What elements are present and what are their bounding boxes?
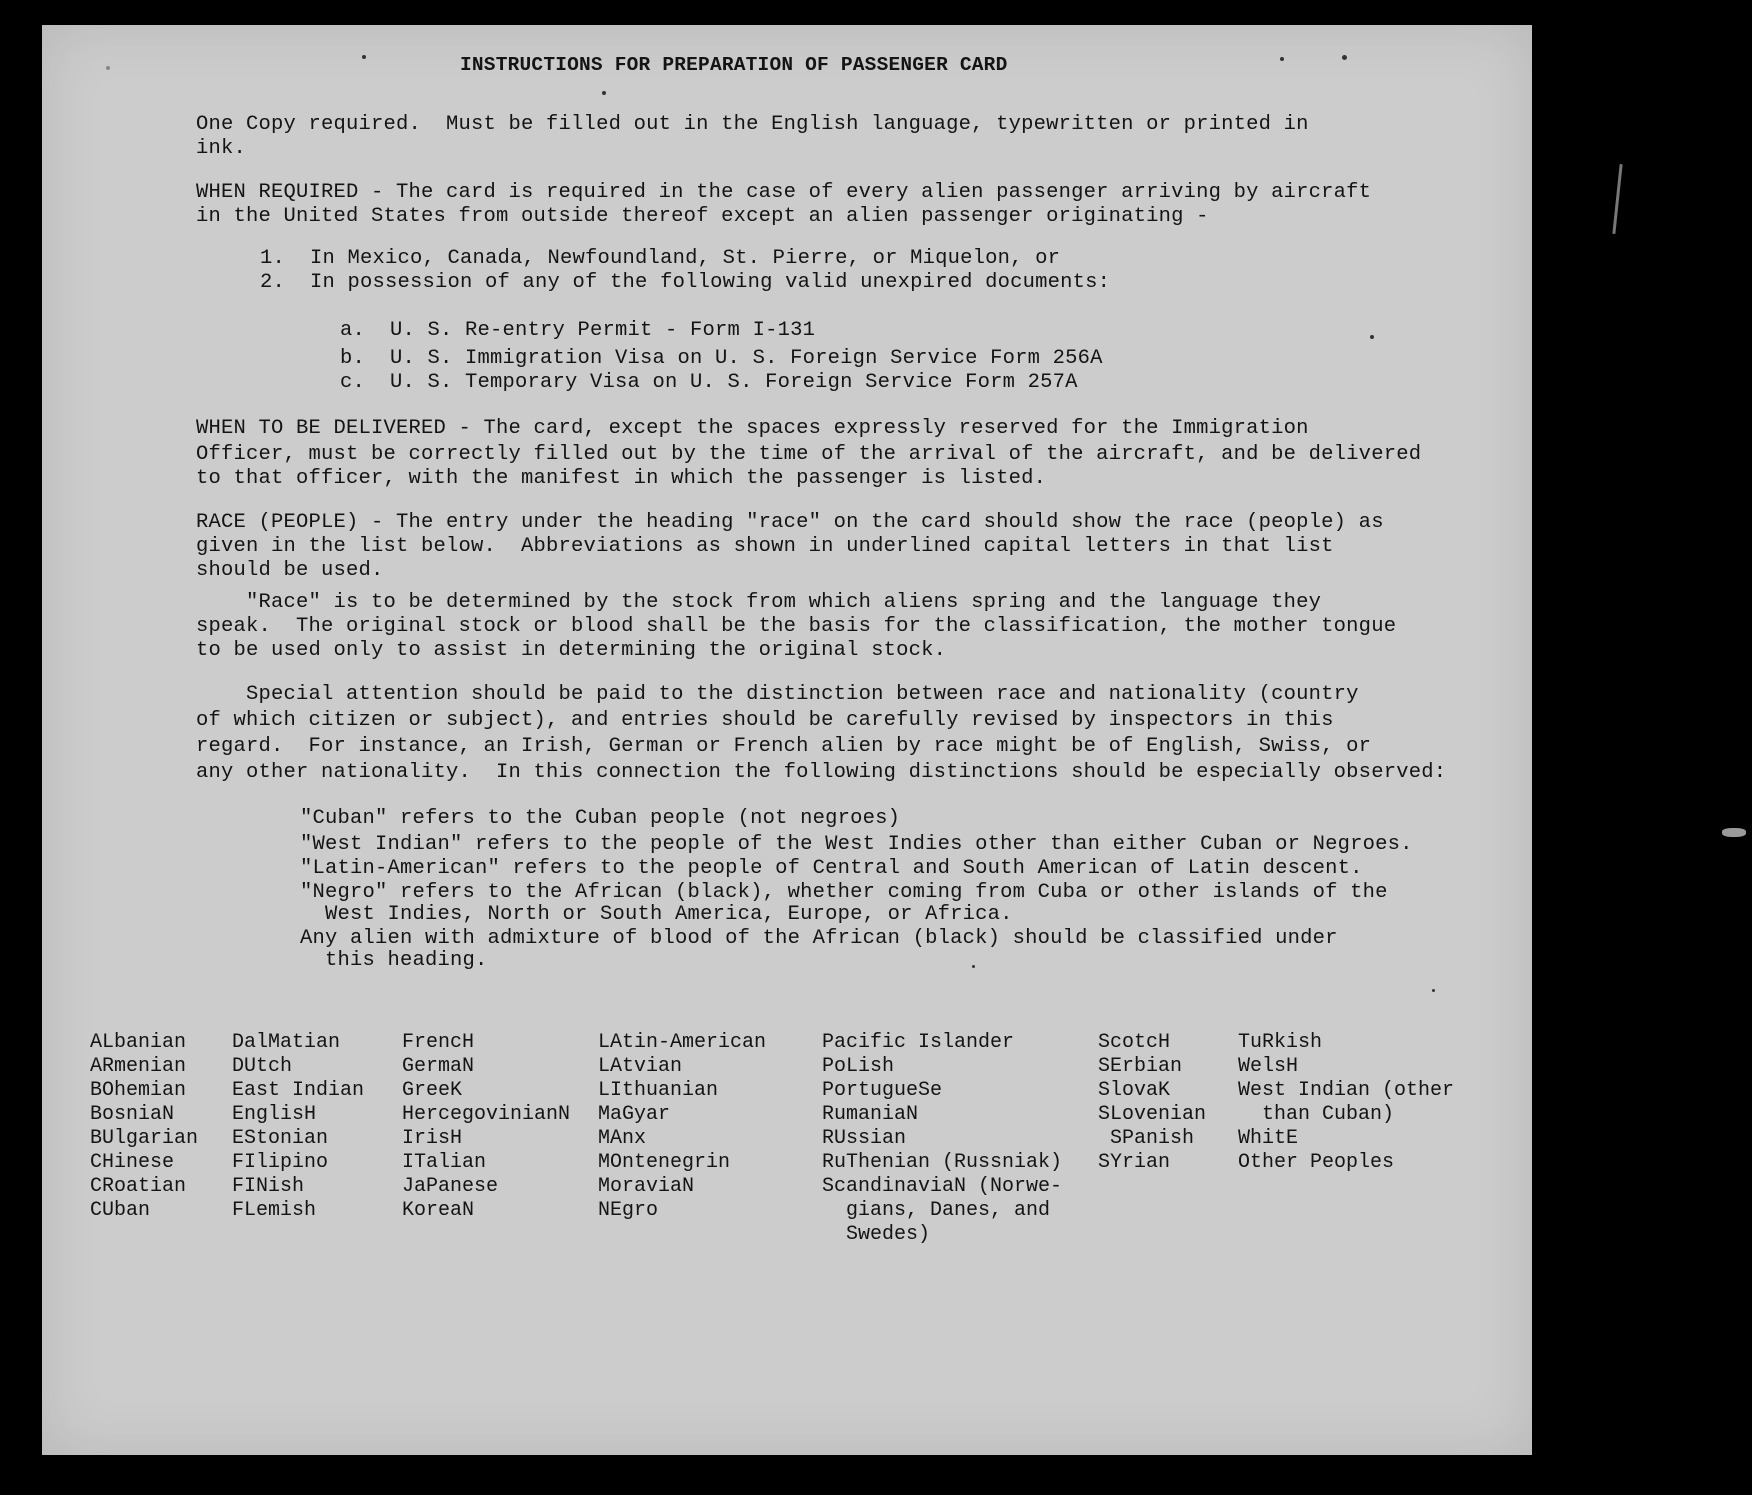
race-para3-line-4: any other nationality. In this connection the following distinctions should be especially observed: — [196, 761, 1447, 784]
race-entry: GreeK — [402, 1079, 463, 1102]
intro-line-2: ink. — [196, 137, 247, 160]
distinction-latin-american: "Latin-American" refers to the people of Central and South American of Latin descent. — [300, 857, 1363, 880]
race-entry: PoLish — [822, 1055, 895, 1078]
when-delivered-line-2: Officer, must be correctly filled out by the time of the arrival of the aircraft, and be delivered — [196, 443, 1422, 466]
intro-line-1: One Copy required. Must be filled out in the English language, typewritten or printed in — [196, 113, 1309, 136]
race-entry: SYrian — [1098, 1151, 1171, 1174]
when-required-line-1: WHEN REQUIRED - The card is required in the case of every alien passenger arriving by aircraft — [196, 181, 1372, 204]
race-para2-line-1: "Race" is to be determined by the stock from which aliens spring and the language they — [196, 591, 1322, 614]
distinction-negro-1: "Negro" refers to the African (black), whether coming from Cuba or other islands of the — [300, 881, 1388, 904]
race-entry: ScandinaviaN (Norwe- — [822, 1175, 1063, 1198]
border-smudge — [1722, 828, 1746, 837]
race-entry: BUlgarian — [90, 1127, 199, 1150]
race-entry: LIthuanian — [598, 1079, 719, 1102]
race-entry: HercegovinianN — [402, 1103, 571, 1126]
when-delivered-line-3: to that officer, with the manifest in which the passenger is listed. — [196, 467, 1047, 490]
race-entry: SlovaK — [1098, 1079, 1171, 1102]
race-list-column-5 — [822, 1031, 1062, 1247]
race-entry: CHinese — [90, 1151, 175, 1174]
race-list-column-7 — [1238, 1031, 1454, 1175]
race-entry: MoraviaN — [598, 1175, 695, 1198]
race-entry: DUtch — [232, 1055, 293, 1078]
when-delivered-line-1: WHEN TO BE DELIVERED - The card, except the spaces expressly reserved for the Immigration — [196, 417, 1309, 440]
border-scratch — [1612, 164, 1622, 234]
race-list-column-3 — [402, 1031, 570, 1223]
race-line-3: should be used. — [196, 559, 384, 582]
race-list-column-1 — [90, 1031, 198, 1223]
race-line-1: RACE (PEOPLE) - The entry under the heading "race" on the card should show the race (people) as — [196, 511, 1384, 534]
race-list-column-6 — [1098, 1031, 1206, 1175]
scan-speck — [1432, 989, 1435, 992]
race-entry: CRoatian — [90, 1175, 187, 1198]
race-entry: GermaN — [402, 1055, 475, 1078]
scan-speck — [1280, 57, 1284, 61]
document-page — [42, 25, 1532, 1455]
race-entry: FIlipino — [232, 1151, 329, 1174]
race-entry: IrisH — [402, 1127, 463, 1150]
race-entry: RUssian — [822, 1127, 907, 1150]
race-line-2: given in the list below. Abbreviations as shown in underlined capital letters in that list — [196, 535, 1334, 558]
race-entry: JaPanese — [402, 1175, 499, 1198]
race-para3-line-2: of which citizen or subject), and entries should be carefully revised by inspectors in this — [196, 709, 1334, 732]
distinction-admixture-2: this heading. — [300, 949, 488, 972]
race-entry: WelsH — [1238, 1055, 1299, 1078]
document-item-c: c. U. S. Temporary Visa on U. S. Foreign Service Form 257A — [340, 371, 1078, 394]
race-entry: ALbanian — [90, 1031, 187, 1054]
race-entry: EnglisH — [232, 1103, 317, 1126]
race-entry: BosniaN — [90, 1103, 175, 1126]
race-entry: Other Peoples — [1238, 1151, 1395, 1174]
document-item-b: b. U. S. Immigration Visa on U. S. Foreign Service Form 256A — [340, 347, 1103, 370]
distinction-west-indian: "West Indian" refers to the people of the West Indies other than either Cuban or Negroes. — [300, 833, 1413, 856]
race-entry: KoreaN — [402, 1199, 475, 1222]
race-para2-line-3: to be used only to assist in determining the original stock. — [196, 639, 947, 662]
race-entry: NEgro — [598, 1199, 659, 1222]
document-title: INSTRUCTIONS FOR PREPARATION OF PASSENGER CARD — [460, 54, 1008, 76]
race-entry: MaGyar — [598, 1103, 671, 1126]
race-entry: SLovenian — [1098, 1103, 1207, 1126]
race-entry: RuThenian (Russniak) — [822, 1151, 1063, 1174]
distinction-negro-2: West Indies, North or South America, Europe, or Africa. — [300, 903, 1013, 926]
race-entry: SErbian — [1098, 1055, 1183, 1078]
scan-speck — [1370, 335, 1374, 339]
scan-speck — [602, 91, 606, 95]
distinction-admixture-1: Any alien with admixture of blood of the African (black) should be classified under — [300, 927, 1338, 950]
race-entry: FrencH — [402, 1031, 475, 1054]
race-entry: BOhemian — [90, 1079, 187, 1102]
race-list-column-4 — [598, 1031, 766, 1223]
race-entry: ScotcH — [1098, 1031, 1171, 1054]
race-entry: than Cuban) — [1238, 1103, 1395, 1126]
border-speck — [106, 66, 110, 70]
race-entry: TuRkish — [1238, 1031, 1323, 1054]
origin-item-2: 2. In possession of any of the following valid unexpired documents: — [260, 271, 1111, 294]
race-entry: RumaniaN — [822, 1103, 919, 1126]
race-entry: LAtin-American — [598, 1031, 767, 1054]
scan-speck — [972, 965, 975, 968]
race-entry: SPanish — [1098, 1127, 1195, 1150]
race-entry: MOntenegrin — [598, 1151, 731, 1174]
race-entry: ITalian — [402, 1151, 487, 1174]
race-entry: Pacific Islander — [822, 1031, 1015, 1054]
race-entry: EStonian — [232, 1127, 329, 1150]
document-item-a: a. U. S. Re-entry Permit - Form I-131 — [340, 319, 816, 342]
race-entry: Swedes) — [822, 1223, 931, 1246]
race-para2-line-2: speak. The original stock or blood shall be the basis for the classification, the mother tongue — [196, 615, 1397, 638]
race-para3-line-1: Special attention should be paid to the distinction between race and nationality (country — [196, 683, 1359, 706]
race-entry: FLemish — [232, 1199, 317, 1222]
race-entry: MAnx — [598, 1127, 647, 1150]
race-entry: gians, Danes, and — [822, 1199, 1051, 1222]
race-list-column-2 — [232, 1031, 364, 1223]
race-entry: East Indian — [232, 1079, 365, 1102]
race-entry: ARmenian — [90, 1055, 187, 1078]
race-entry: CUban — [90, 1199, 151, 1222]
when-required-line-2: in the United States from outside thereof except an alien passenger originating - — [196, 205, 1209, 228]
scan-speck — [362, 55, 366, 59]
scan-speck — [1342, 55, 1347, 60]
distinction-cuban: "Cuban" refers to the Cuban people (not negroes) — [300, 807, 901, 830]
race-entry: PortugueSe — [822, 1079, 943, 1102]
race-entry: DalMatian — [232, 1031, 341, 1054]
race-entry: WhitE — [1238, 1127, 1299, 1150]
origin-item-1: 1. In Mexico, Canada, Newfoundland, St. Pierre, or Miquelon, or — [260, 247, 1061, 270]
race-para3-line-3: regard. For instance, an Irish, German or French alien by race might be of English, Swiss, or — [196, 735, 1372, 758]
race-entry: LAtvian — [598, 1055, 683, 1078]
race-entry: FINish — [232, 1175, 305, 1198]
race-entry: West Indian (other — [1238, 1079, 1455, 1102]
